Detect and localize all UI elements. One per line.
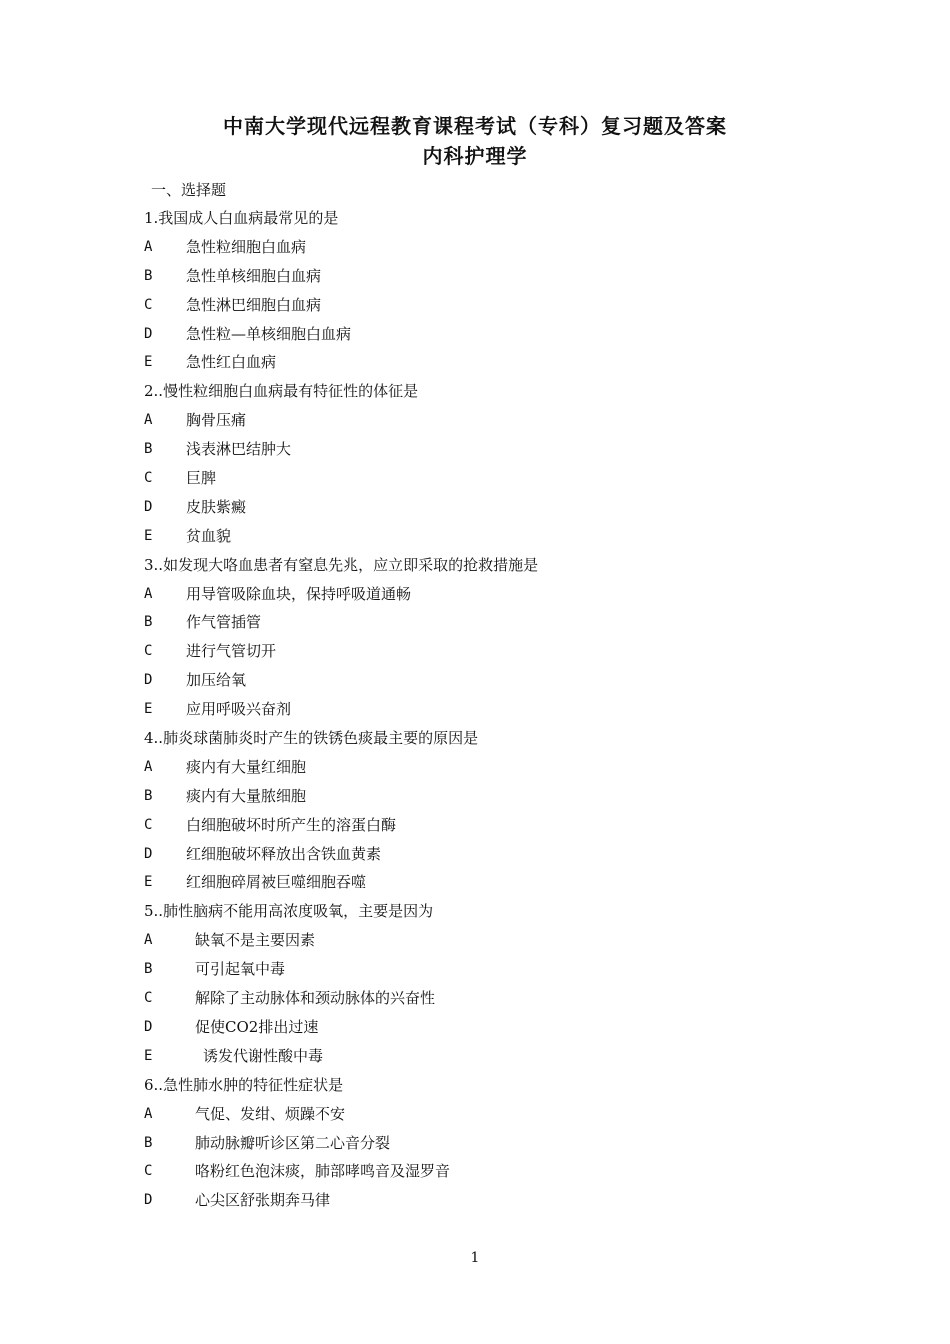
answer-option [144,699,864,728]
option-text: 心尖区舒张期奔马律 [195,1191,331,1210]
option-text: 皮肤紫癜 [186,497,247,516]
option-text: 急性红白血病 [186,353,277,372]
option-letter: E [144,354,153,371]
answer-option [144,295,864,324]
answer-option [144,988,864,1017]
option-text: 可引起氧中毒 [195,960,286,979]
answer-option [144,526,864,555]
answer-option [144,410,864,439]
option-text: 急性粒细胞白血病 [186,237,307,256]
option-text: 红细胞破坏释放出含铁血黄素 [186,844,382,863]
option-text: 急性单核细胞白血病 [186,266,322,285]
option-letter: C [144,990,153,1007]
option-text: 用导管吸除血块，保持呼吸道通畅 [186,584,412,603]
option-letter: A [144,932,153,949]
answer-option [144,844,864,873]
option-text: 巨脾 [186,469,217,488]
option-letter: E [144,874,153,891]
option-letter: A [144,1105,153,1122]
option-text: 肺动脉瓣听诊区第二心音分裂 [195,1133,391,1152]
option-text: 急性淋巴细胞白血病 [186,295,322,314]
option-letter: E [144,527,153,544]
answer-option [144,1104,864,1133]
option-text: 加压给氧 [186,671,247,690]
answer-option [144,1046,864,1075]
question-list [144,208,864,1219]
option-text: 进行气管切开 [186,642,277,661]
answer-option [144,757,864,786]
option-text: 胸骨压痛 [186,411,247,430]
answer-option [144,439,864,468]
answer-option [144,641,864,670]
option-text: 应用呼吸兴奋剂 [186,700,292,719]
answer-option [144,1017,864,1046]
answer-option [144,815,864,844]
option-letter: D [144,325,153,342]
option-letter: D [144,1018,153,1035]
option-letter: B [144,441,153,458]
option-text: 红细胞碎屑被巨噬细胞吞噬 [186,873,367,892]
answer-option [144,324,864,353]
document-title: 中南大学现代远程教育课程考试（专科）复习题及答案 [223,114,727,138]
option-letter: B [144,961,153,978]
question-stem: 6..急性肺水肿的特征性症状是 [144,1075,344,1094]
option-letter: A [144,758,153,775]
answer-option [144,266,864,295]
answer-option [144,872,864,901]
option-letter: B [144,267,153,284]
option-letter: C [144,1163,153,1180]
answer-option [144,497,864,526]
answer-option [144,1161,864,1190]
page-number: 1 [470,1250,480,1266]
question-stem: 4..肺炎球菌肺炎时产生的铁锈色痰最主要的原因是 [144,729,479,748]
answer-option [144,670,864,699]
option-text: 痰内有大量红细胞 [186,757,307,776]
option-text: 急性粒—单核细胞白血病 [186,324,352,343]
option-text: 缺氧不是主要因素 [195,931,316,950]
option-letter: E [144,701,153,718]
option-letter: B [144,614,153,631]
question-stem: 3..如发现大咯血患者有窒息先兆，应立即采取的抢救措施是 [144,555,539,574]
option-letter: D [144,845,153,862]
answer-option [144,930,864,959]
option-letter: D [144,1192,153,1209]
question-stem: 2..慢性粒细胞白血病最有特征性的体征是 [144,382,419,401]
option-letter: C [144,470,153,487]
answer-option [144,468,864,497]
answer-option [144,786,864,815]
answer-option [144,959,864,988]
question-stem: 5..肺性脑病不能用高浓度吸氧，主要是因为 [144,902,434,921]
option-letter: C [144,296,153,313]
option-text: 痰内有大量脓细胞 [186,786,307,805]
answer-option [144,352,864,381]
option-text: 白细胞破坏时所产生的溶蛋白酶 [186,815,397,834]
document-subtitle: 内科护理学 [422,144,528,168]
option-letter: C [144,643,153,660]
option-text: 作气管插管 [186,613,262,632]
option-text: 咯粉红色泡沫痰，肺部哮鸣音及湿罗音 [195,1162,451,1181]
option-letter: D [144,498,153,515]
option-letter: A [144,238,153,255]
option-letter: B [144,1134,153,1151]
option-letter: A [144,585,153,602]
answer-option [144,612,864,641]
option-text: 浅表淋巴结肿大 [186,440,292,459]
option-letter: E [144,1047,153,1064]
option-text: 诱发代谢性酸中毒 [203,1046,324,1065]
section-heading: 一、选择题 [151,181,227,199]
answer-option [144,1133,864,1162]
option-text: 贫血貌 [186,526,232,545]
option-text: 气促、发绀、烦躁不安 [195,1104,346,1123]
option-letter: B [144,787,153,804]
answer-option [144,237,864,266]
option-letter: D [144,672,153,689]
answer-option [144,584,864,613]
option-text: 促使CO2排出过速 [195,1017,319,1036]
option-text: 解除了主动脉体和颈动脉体的兴奋性 [195,989,436,1008]
question-stem: 1.我国成人白血病最常见的是 [144,209,339,227]
option-letter: A [144,412,153,429]
answer-option [144,1190,864,1219]
option-letter: C [144,816,153,833]
